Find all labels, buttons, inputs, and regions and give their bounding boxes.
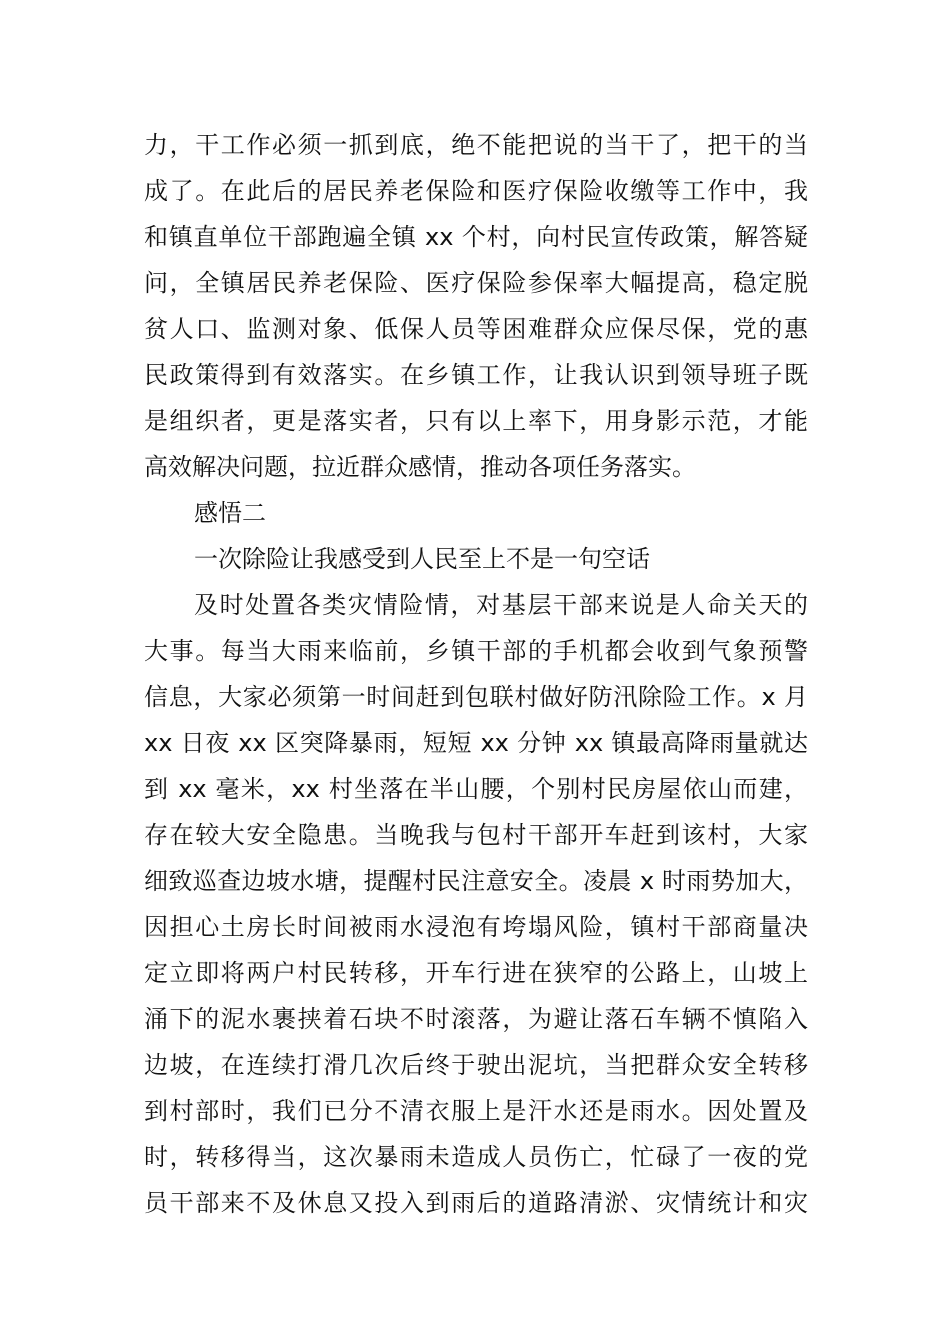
text-line: 问，全镇居民养老保险、医疗保险参保率大幅提高，稳定脱 — [144, 269, 808, 297]
text-line: 力，干工作必须一抓到底，绝不能把说的当干了，把干的当 — [144, 131, 808, 159]
text-line: 及时处置各类灾情险情，对基层干部来说是人命关天的 — [194, 591, 808, 619]
text-line: 员干部来不及休息又投入到雨后的道路清淤、灾情统计和灾 — [144, 1189, 808, 1217]
text-line: 细致巡查边坡水塘，提醒村民注意安全。凌晨 x 时雨势加大， — [144, 867, 808, 895]
text-line: 大事。每当大雨来临前，乡镇干部的手机都会收到气象预警 — [144, 637, 808, 665]
text-line: 成了。在此后的居民养老保险和医疗保险收缴等工作中，我 — [144, 177, 808, 205]
text-line: 到 xx 毫米，xx 村坐落在半山腰，个别村民房屋依山而建， — [144, 775, 808, 803]
text-line: 高效解决问题，拉近群众感情，推动各项任务落实。 — [144, 453, 696, 481]
text-line: 到村部时，我们已分不清衣服上是汗水还是雨水。因处置及 — [144, 1097, 808, 1125]
text-line: 是组织者，更是落实者，只有以上率下，用身影示范，才能 — [144, 407, 808, 435]
text-line: 存在较大安全隐患。当晚我与包村干部开车赶到该村，大家 — [144, 821, 808, 849]
text-line: 贫人口、监测对象、低保人员等困难群众应保尽保，党的惠 — [144, 315, 808, 343]
text-line: 信息，大家必须第一时间赶到包联村做好防汛除险工作。x 月 — [144, 683, 808, 711]
text-line: xx 日夜 xx 区突降暴雨，短短 xx 分钟 xx 镇最高降雨量就达 — [144, 729, 808, 757]
section-subtitle: 一次除险让我感受到人民至上不是一句空话 — [194, 545, 650, 573]
text-line: 边坡，在连续打滑几次后终于驶出泥坑，当把群众安全转移 — [144, 1051, 808, 1079]
section-heading: 感悟二 — [194, 499, 266, 527]
text-line: 民政策得到有效落实。在乡镇工作，让我认识到领导班子既 — [144, 361, 808, 389]
text-line: 时，转移得当，这次暴雨未造成人员伤亡，忙碌了一夜的党 — [144, 1143, 808, 1171]
text-line: 定立即将两户村民转移，开车行进在狭窄的公路上，山坡上 — [144, 959, 808, 987]
text-line: 因担心土房长时间被雨水浸泡有垮塌风险，镇村干部商量决 — [144, 913, 808, 941]
text-line: 涌下的泥水裹挟着石块不时滚落，为避让落石车辆不慎陷入 — [144, 1005, 808, 1033]
text-line: 和镇直单位干部跑遍全镇 xx 个村，向村民宣传政策，解答疑 — [144, 223, 808, 251]
document-body — [144, 122, 808, 1226]
